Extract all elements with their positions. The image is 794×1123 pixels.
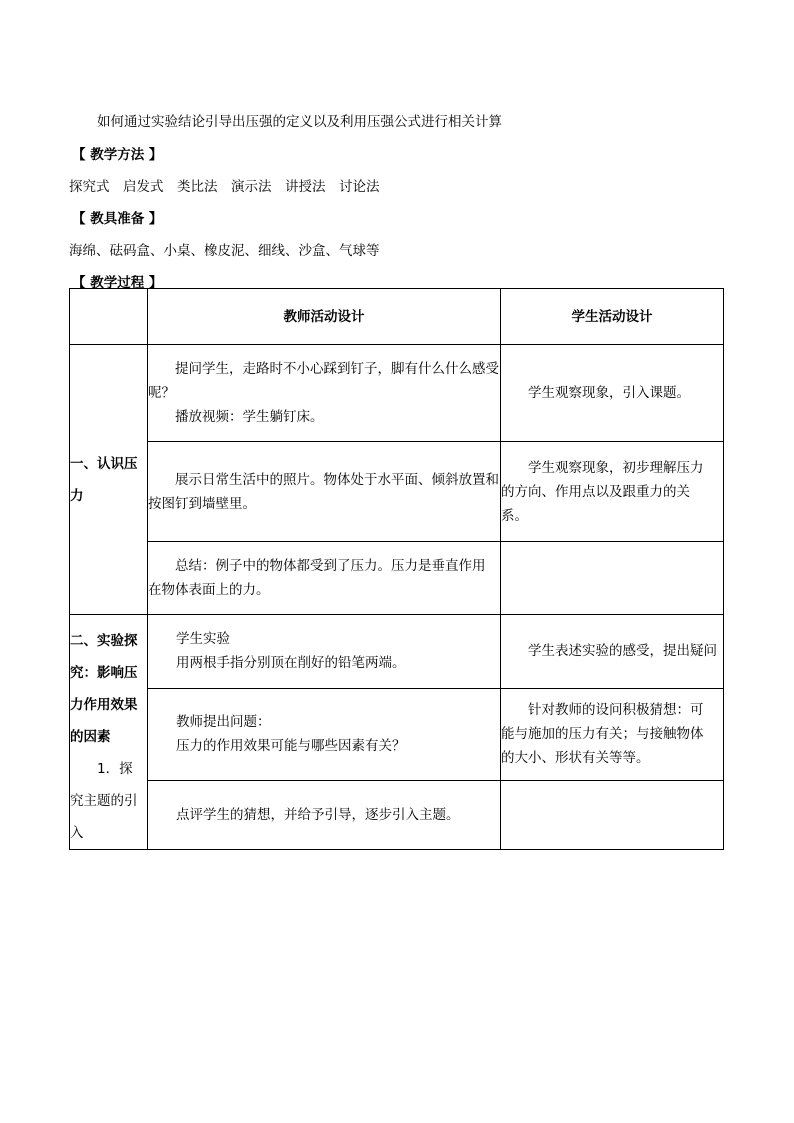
header-teacher-cell: 教师活动设计 (148, 289, 501, 345)
teacher-line: 压力的作用效果可能与哪些因素有关？ (176, 738, 406, 755)
student-cell: 学生观察现象，引入课题。 (501, 345, 724, 442)
stage2-title-line: 力作用效果 (70, 697, 138, 713)
teacher-cell (148, 780, 501, 849)
student-line: 的大小、形状有关等等。 (501, 750, 650, 767)
tools-heading: 【 教具准备 】 (72, 211, 163, 227)
stage-cell-2 (70, 615, 148, 850)
methods-text: 探究式 启发式 类比法 演示法 讲授法 讨论法 (69, 179, 380, 195)
table-row (70, 442, 724, 542)
teacher-line: 总结：例子中的物体都受到了压力。压力是垂直作用 (175, 558, 486, 574)
stage2-title-line: 的因素 (70, 729, 111, 745)
student-line: 能与施加的压力有关；与接触物体 (501, 726, 704, 743)
table-row (70, 780, 724, 849)
teacher-cell (148, 615, 501, 689)
teacher-line: 点评学生的猜想，并给予引导，逐步引入主题。 (176, 806, 460, 823)
stage2-sub-line: 1．探 (97, 761, 133, 777)
table-row (70, 615, 724, 689)
stage1-title-line1: 一、认识压 (70, 455, 138, 472)
table-row (70, 345, 724, 442)
teacher-line: 教师提出问题： (176, 714, 271, 731)
student-cell: 学生表述实验的感受，提出疑问 (501, 615, 724, 689)
header-stage-cell (70, 289, 148, 345)
table-row (70, 542, 724, 615)
teacher-cell (148, 442, 501, 542)
teacher-cell (148, 542, 501, 615)
student-cell (501, 542, 724, 615)
student-line: 的方向、作用点以及跟重力的关 (501, 483, 690, 500)
lesson-table (69, 288, 724, 850)
teacher-line: 提问学生，走路时不小心踩到钉子，脚有什么什么感受 (175, 361, 499, 377)
table-header-row (70, 289, 724, 345)
teacher-line: 呢？ (148, 385, 175, 401)
student-cell (501, 780, 724, 849)
methods-heading: 【 教学方法 】 (72, 147, 163, 163)
teacher-cell (148, 345, 501, 442)
teacher-line: 展示日常生活中的照片。物体处于水平面、倾斜放置和 (175, 471, 499, 488)
stage2-sub-line: 入 (70, 825, 84, 841)
student-cell (501, 688, 724, 780)
stage-cell-1 (70, 345, 148, 615)
stage2-title-line: 二、实验探 (70, 633, 138, 649)
teacher-line: 播放视频：学生躺钉床。 (175, 409, 324, 425)
stage1-title-line2: 力 (70, 487, 84, 504)
header-student-cell: 学生活动设计 (501, 289, 724, 345)
tools-text: 海绵、砝码盒、小桌、橡皮泥、细线、沙盒、气球等 (69, 243, 380, 259)
process-heading: 【 教学过程 】 (72, 275, 163, 291)
teacher-line: 学生实验 (176, 631, 230, 648)
student-line: 针对教师的设问积极猜想：可 (528, 702, 704, 719)
intro-line: 如何通过实验结论引导出压强的定义以及利用压强公式进行相关计算 (97, 114, 502, 130)
teacher-cell (148, 688, 501, 780)
student-cell (501, 442, 724, 542)
table-row (70, 688, 724, 780)
teacher-line: 按图钉到墙壁里。 (148, 495, 256, 512)
student-line: 学生观察现象，初步理解压力 (528, 459, 704, 476)
teacher-line: 在物体表面上的力。 (148, 582, 270, 598)
student-line: 系。 (501, 507, 528, 524)
stage2-title-line: 究：影响压 (70, 665, 138, 681)
teacher-line: 用两根手指分别顶在削好的铅笔两端。 (176, 655, 406, 672)
stage2-sub-line: 究主题的引 (70, 793, 138, 809)
